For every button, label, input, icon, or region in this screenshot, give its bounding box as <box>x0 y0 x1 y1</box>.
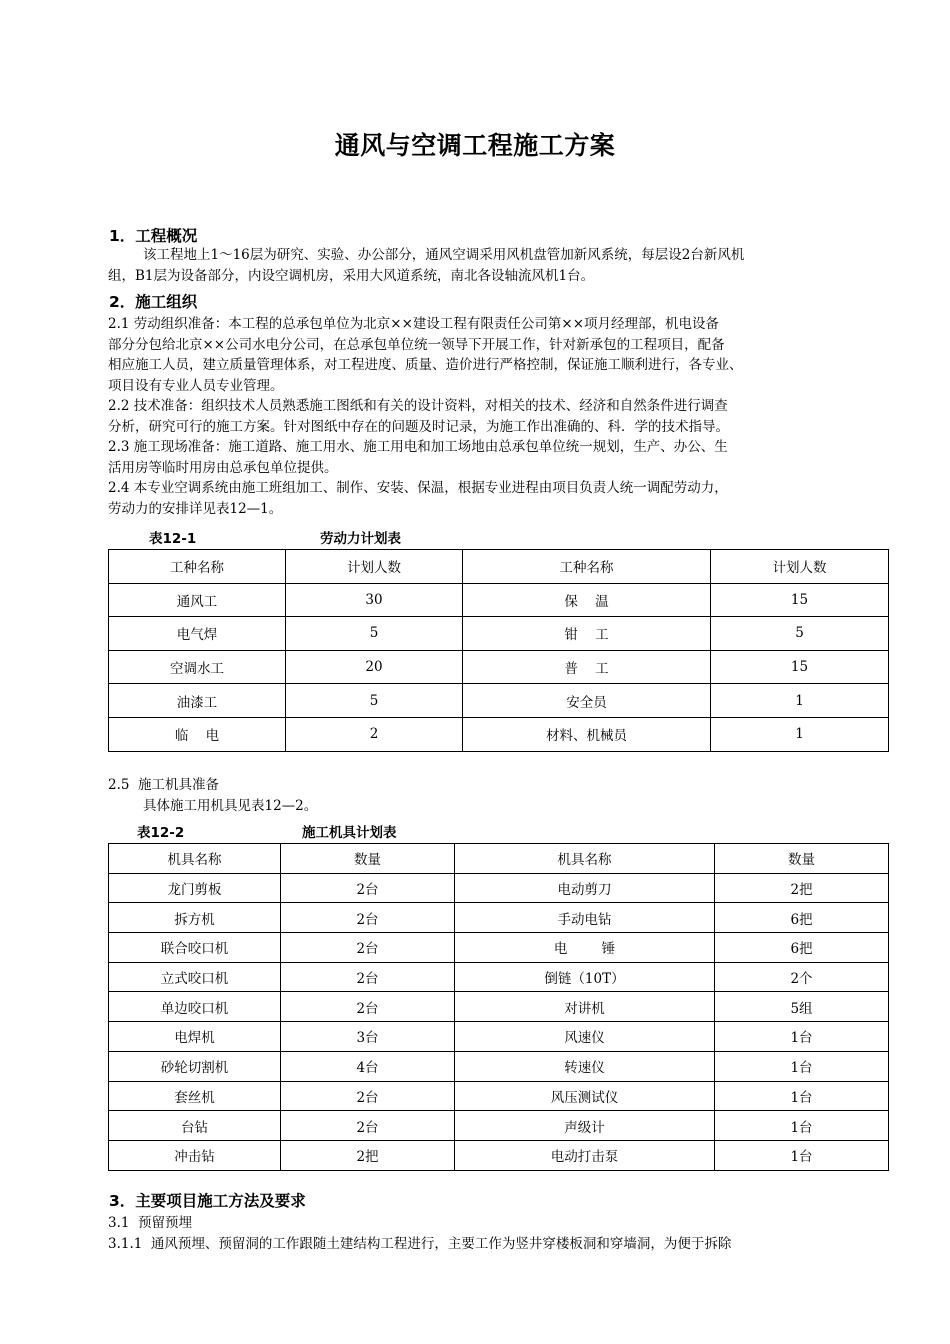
table-cell: 手动电钻 <box>455 903 715 933</box>
section-2-line: 活用房等临时用房由总承包单位提供。 <box>108 459 338 476</box>
table-cell: 台钻 <box>109 1111 281 1141</box>
table-header-cell: 机具名称 <box>109 844 281 874</box>
table-cell: 通风工 <box>109 583 286 617</box>
table-cell: 2台 <box>281 933 455 963</box>
table-cell: 空调水工 <box>109 650 286 684</box>
section-2-line: 劳动力的安排详见表12—1。 <box>108 500 283 517</box>
table-row <box>109 873 889 903</box>
table-cell: 1台 <box>715 1051 889 1081</box>
table-cell: 2台 <box>281 962 455 992</box>
table-cell: 6把 <box>715 933 889 963</box>
table-row <box>109 617 889 651</box>
table-cell: 临 电 <box>109 717 286 751</box>
table-row <box>109 650 889 684</box>
table-cell: 电气焊 <box>109 617 286 651</box>
table-cell: 拆方机 <box>109 903 281 933</box>
table-cell: 5 <box>286 684 463 718</box>
section-2-line: 2.3 施工现场准备：施工道路、施工用水、施工用电和加工场地由总承包单位统一规划，生产、办公、生 <box>108 439 728 455</box>
section-1-heading: 1．工程概况 <box>109 227 198 245</box>
table-cell: 钳 工 <box>463 617 711 651</box>
table-row <box>109 1051 889 1081</box>
table-cell: 1 <box>711 684 889 718</box>
table-cell: 保 温 <box>463 583 711 617</box>
table-cell: 1台 <box>715 1081 889 1111</box>
table-cell: 2把 <box>715 873 889 903</box>
section-3-line: 3.1 预留预埋 <box>108 1215 193 1231</box>
equipment-plan-table <box>108 843 889 1171</box>
section-3-line: 3.1.1 通风预埋、预留洞的工作跟随土建结构工程进行，主要工作为竖井穿楼板洞和穿墙洞，为便于拆除 <box>108 1235 732 1252</box>
table-cell: 普 工 <box>463 650 711 684</box>
table-cell: 15 <box>711 650 889 684</box>
table-header-row <box>109 550 889 584</box>
labor-plan-table <box>108 549 889 752</box>
table-cell: 立式咬口机 <box>109 962 281 992</box>
section-2-5-heading: 2.5 施工机具准备 <box>108 777 220 793</box>
section-3-body <box>108 1213 888 1254</box>
table-cell: 油漆工 <box>109 684 286 718</box>
table-cell: 电动打击泵 <box>455 1140 715 1170</box>
table-2-number: 表12-2 <box>137 825 185 841</box>
table-cell: 6把 <box>715 903 889 933</box>
table-row <box>109 903 889 933</box>
table-cell: 电 锤 <box>455 933 715 963</box>
section-1-line: 该工程地上1～16层为研究、实验、办公部分，通风空调采用风机盘管加新风系统，每层设2台新风机 <box>143 247 745 263</box>
table-cell: 电焊机 <box>109 1022 281 1052</box>
table-cell: 2台 <box>281 1081 455 1111</box>
section-2-line: 2.4 本专业空调系统由施工班组加工、制作、安装、保温，根据专业进程由项目负责人统一调配劳动力， <box>108 480 728 496</box>
table-row <box>109 933 889 963</box>
table-cell: 龙门剪板 <box>109 873 281 903</box>
section-2-line: 2.2 技术准备：组织技术人员熟悉施工图纸和有关的设计资料，对相关的技术、经济和自然条件进行调查 <box>108 398 728 414</box>
table-cell: 20 <box>286 650 463 684</box>
section-2-heading: 2．施工组织 <box>109 293 198 311</box>
table-header-cell: 数量 <box>281 844 455 874</box>
table-cell: 3台 <box>281 1022 455 1052</box>
table-cell: 2台 <box>281 903 455 933</box>
section-2-line: 2.1 劳动组织准备：本工程的总承包单位为北京××建设工程有限责任公司第××项月经理部，机电设备 <box>108 316 720 332</box>
table-cell: 15 <box>711 583 889 617</box>
table-cell: 2台 <box>281 873 455 903</box>
section-2-body <box>108 314 888 519</box>
table-1-number: 表12-1 <box>149 531 197 547</box>
table-cell: 4台 <box>281 1051 455 1081</box>
table-cell: 转速仪 <box>455 1051 715 1081</box>
table-cell: 电动剪刀 <box>455 873 715 903</box>
table-cell: 5 <box>711 617 889 651</box>
table-row <box>109 1111 889 1141</box>
table-2-title: 施工机具计划表 <box>302 825 397 841</box>
section-2-line: 相应施工人员，建立质量管理体系，对工程进度、质量、造价进行严格控制，保证施工顺利进行，各专业、 <box>108 357 743 373</box>
table-cell: 1台 <box>715 1140 889 1170</box>
table-row <box>109 1140 889 1170</box>
table-row <box>109 684 889 718</box>
table-cell: 套丝机 <box>109 1081 281 1111</box>
table-cell: 风压测试仪 <box>455 1081 715 1111</box>
table-cell: 对讲机 <box>455 992 715 1022</box>
page-title: 通风与空调工程施工方案 <box>334 131 616 160</box>
table-cell: 风速仪 <box>455 1022 715 1052</box>
table-header-row <box>109 844 889 874</box>
table-header-cell: 数量 <box>715 844 889 874</box>
table-cell: 30 <box>286 583 463 617</box>
table-cell: 砂轮切割机 <box>109 1051 281 1081</box>
table-cell: 2台 <box>281 1111 455 1141</box>
table-cell: 1台 <box>715 1111 889 1141</box>
table-header-cell: 工种名称 <box>463 550 711 584</box>
table-header-cell: 工种名称 <box>109 550 286 584</box>
table-cell: 声级计 <box>455 1111 715 1141</box>
table-cell: 2个 <box>715 962 889 992</box>
table-header-cell: 机具名称 <box>455 844 715 874</box>
table-cell: 5组 <box>715 992 889 1022</box>
table-cell: 安全员 <box>463 684 711 718</box>
table-row <box>109 583 889 617</box>
section-2-line: 分析，研究可行的施工方案。针对图纸中存在的问题及时记录，为施工作出准确的、科．学的技术指导。 <box>108 418 729 435</box>
table-cell: 2 <box>286 717 463 751</box>
table-cell: 1台 <box>715 1022 889 1052</box>
table-cell: 冲击钻 <box>109 1140 281 1170</box>
table-row <box>109 992 889 1022</box>
table-cell: 2把 <box>281 1140 455 1170</box>
table-row <box>109 962 889 992</box>
table-row <box>109 717 889 751</box>
section-1-body <box>108 245 888 286</box>
section-2-line: 部分分包给北京××公司水电分公司，在总承包单位统一领导下开展工作，针对新承包的工程项目，配备 <box>108 336 725 353</box>
section-1-line: 组，B1层为设备部分，内设空调机房，采用大风道系统，南北各设轴流风机1台。 <box>108 267 595 284</box>
section-3-heading: 3．主要项目施工方法及要求 <box>109 1192 306 1210</box>
table-header-cell: 计划人数 <box>711 550 889 584</box>
table-cell: 2台 <box>281 992 455 1022</box>
table-header-cell: 计划人数 <box>286 550 463 584</box>
section-2-line: 项目设有专业人员专业管理。 <box>108 377 284 394</box>
section-2-5-line: 具体施工用机具见表12—2。 <box>143 797 318 814</box>
table-row <box>109 1081 889 1111</box>
section-2-5-body <box>108 775 888 816</box>
table-cell: 联合咬口机 <box>109 933 281 963</box>
table-cell: 材料、机械员 <box>463 717 711 751</box>
table-row <box>109 1022 889 1052</box>
table-cell: 5 <box>286 617 463 651</box>
table-cell: 倒链（10T） <box>455 962 715 992</box>
table-cell: 1 <box>711 717 889 751</box>
table-cell: 单边咬口机 <box>109 992 281 1022</box>
table-1-title: 劳动力计划表 <box>320 531 401 547</box>
